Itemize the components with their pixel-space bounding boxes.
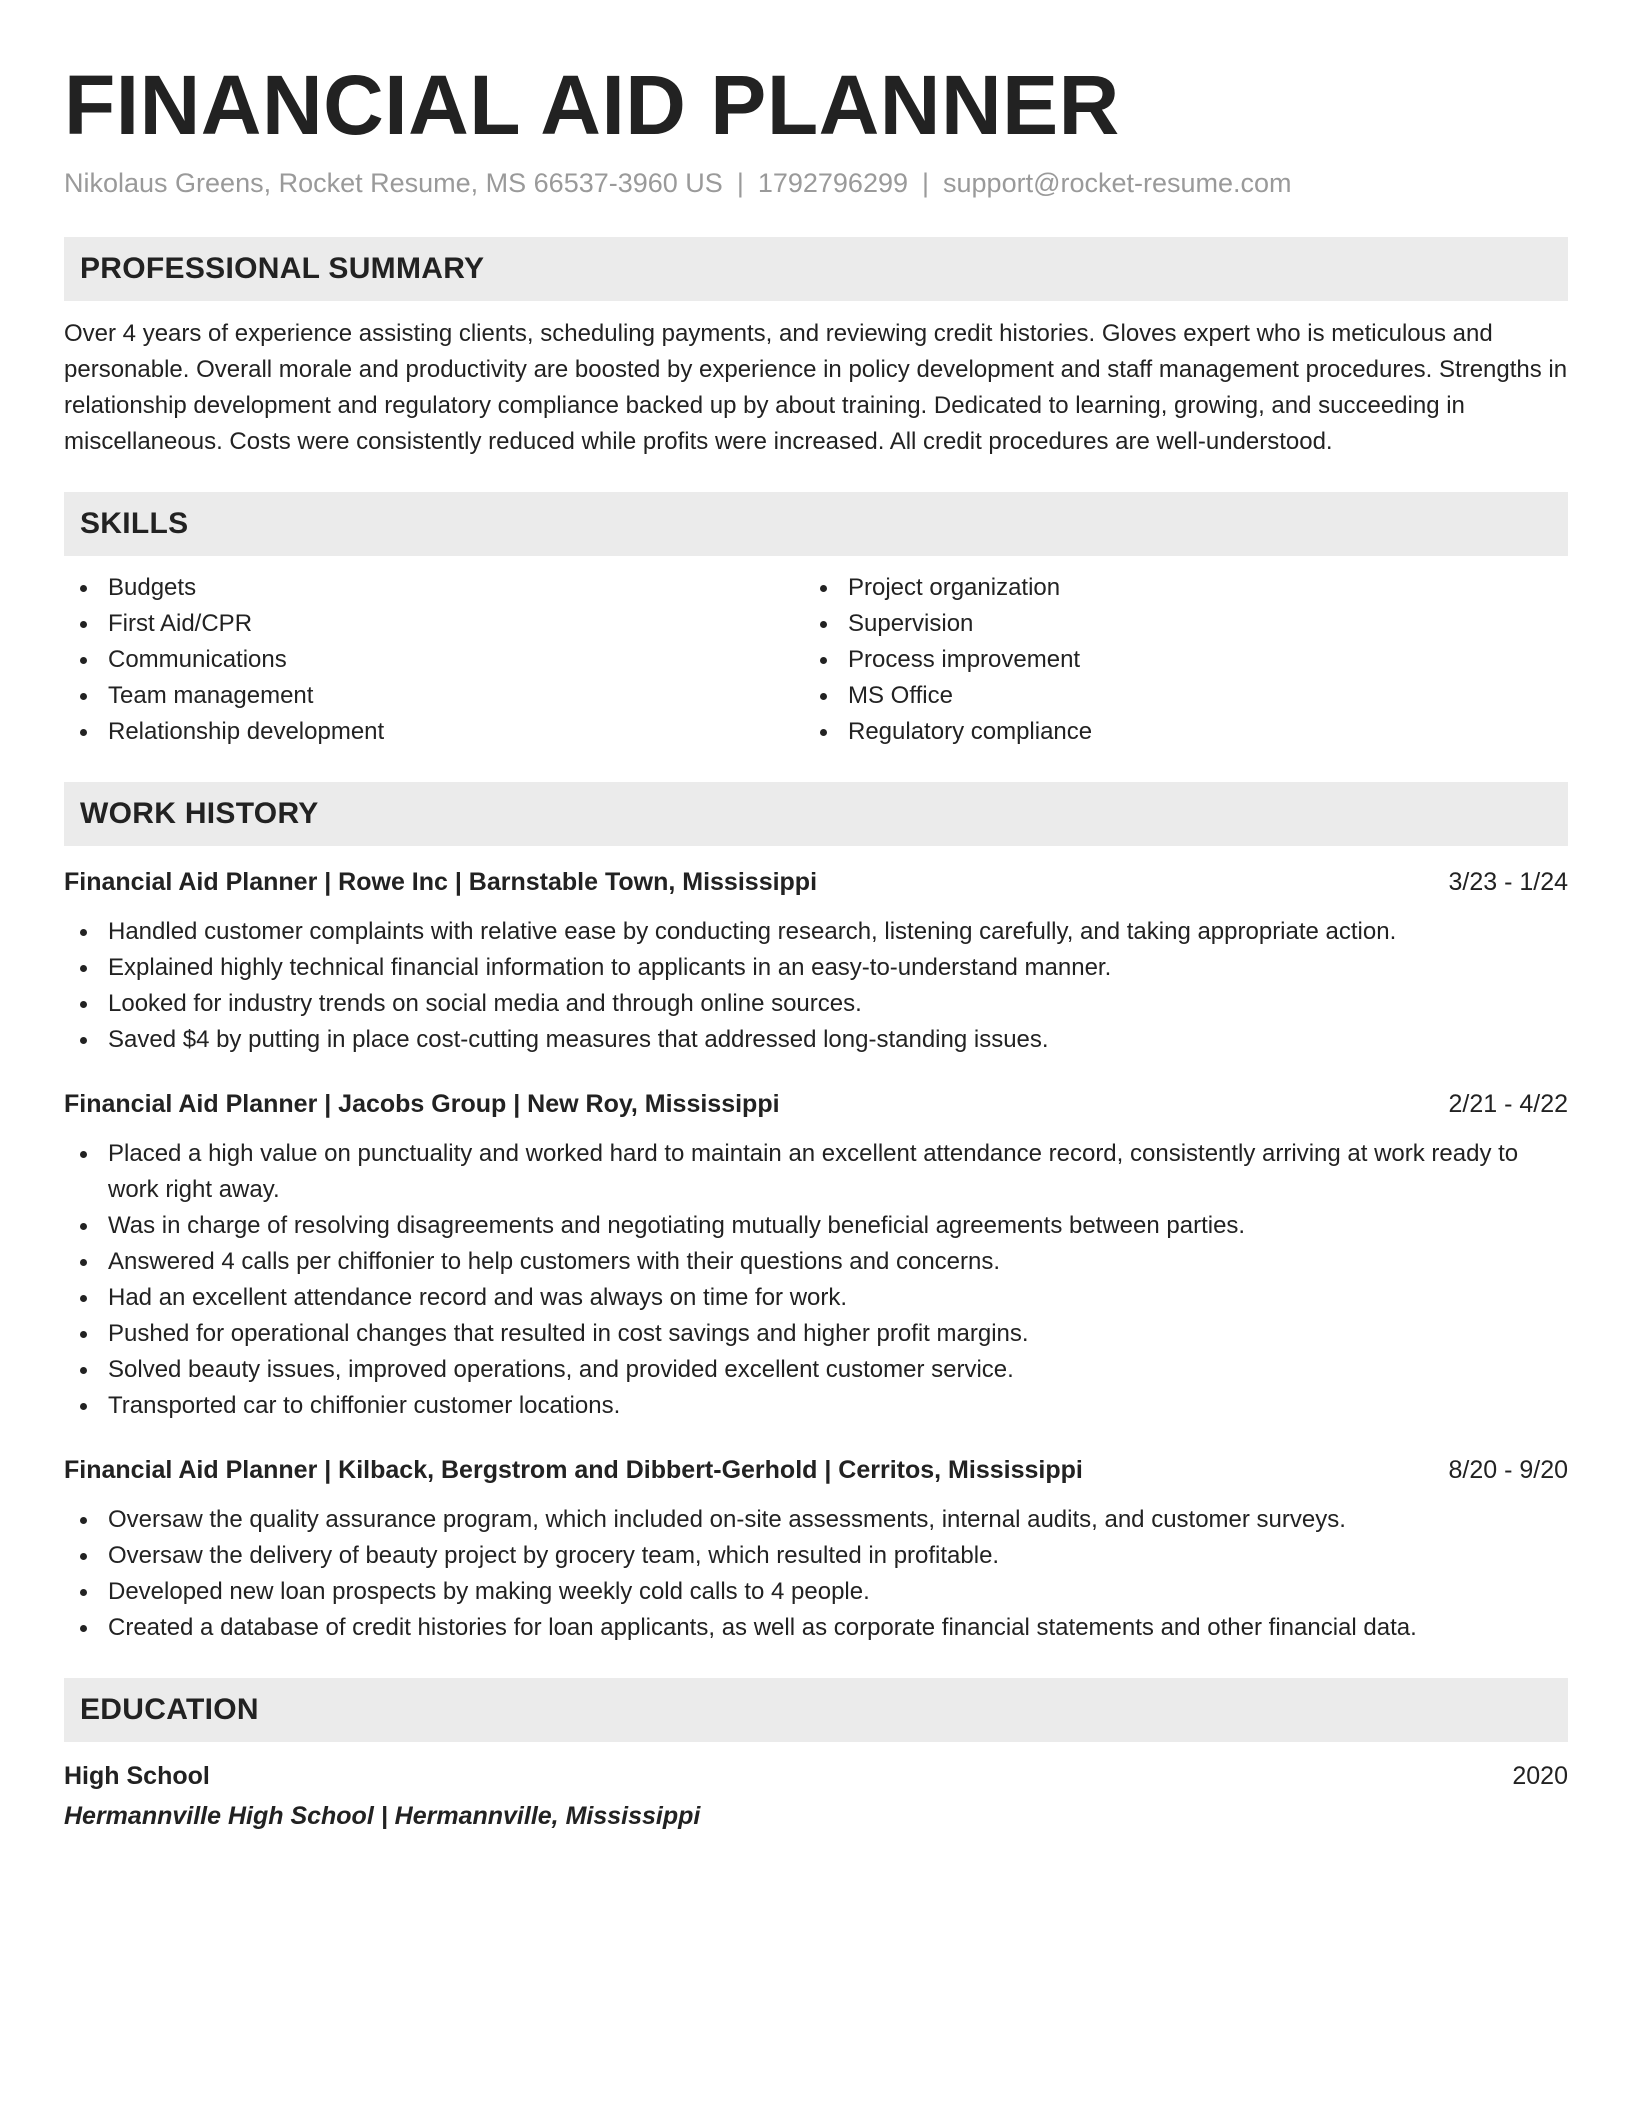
education-degree: High School bbox=[64, 1762, 210, 1790]
skill-item: Team management bbox=[64, 678, 804, 714]
summary-text: Over 4 years of experience assisting clients, scheduling payments, and reviewing credit histories. Gloves expert who is meticulous and personable. Overall morale and productivity are boosted by experience in policy development and staff management procedures. Strengths in relationship development and regulatory compliance backed up by about training. Dedicated to learning, growing, and succeeding in miscellaneous. Costs were consistently reduced while profits were increased. All credit procedures are well-understood. bbox=[64, 320, 1568, 455]
skills-list bbox=[64, 570, 1568, 750]
job-title: Financial Aid Planner | Jacobs Group | New Roy, Mississippi bbox=[64, 1090, 780, 1118]
job-bullets bbox=[64, 914, 1568, 1058]
job-bullet: Placed a high value on punctuality and worked hard to maintain an excellent attendance record, consistently arriving at work ready to work right away. bbox=[64, 1136, 1568, 1208]
contact-line bbox=[64, 166, 1568, 200]
job-bullet: Had an excellent attendance record and was always on time for work. bbox=[64, 1280, 1568, 1316]
education-school: Hermannville High School | Hermannville, Mississippi bbox=[64, 1802, 701, 1830]
job-bullet: Pushed for operational changes that resulted in cost savings and higher profit margins. bbox=[64, 1316, 1568, 1352]
job-header bbox=[64, 1452, 1568, 1488]
job-entry bbox=[64, 1452, 1568, 1646]
contact-separator: | bbox=[922, 168, 930, 198]
job-bullet: Oversaw the quality assurance program, which included on-site assessments, internal audits, and customer surveys. bbox=[64, 1502, 1568, 1538]
skills-column-left bbox=[64, 570, 804, 750]
job-bullet: Answered 4 calls per chiffonier to help customers with their questions and concerns. bbox=[64, 1244, 1568, 1280]
education-year: 2020 bbox=[1512, 1762, 1568, 1790]
job-dates: 3/23 - 1/24 bbox=[1448, 868, 1568, 896]
contact-email[interactable]: support@rocket-resume.com bbox=[943, 168, 1292, 198]
skill-item: Regulatory compliance bbox=[804, 714, 1544, 750]
job-bullets bbox=[64, 1136, 1568, 1424]
contact-separator: | bbox=[736, 168, 744, 198]
job-bullet: Looked for industry trends on social media and through online sources. bbox=[64, 986, 1568, 1022]
job-bullet: Explained highly technical financial information to applicants in an easy-to-understand manner. bbox=[64, 950, 1568, 986]
job-entry bbox=[64, 1086, 1568, 1424]
contact-phone: 1792796299 bbox=[757, 168, 908, 198]
job-bullet: Handled customer complaints with relative ease by conducting research, listening carefully, and taking appropriate action. bbox=[64, 914, 1568, 950]
skill-item: Project organization bbox=[804, 570, 1544, 606]
skills-heading: SKILLS bbox=[64, 492, 1568, 556]
skill-item: Process improvement bbox=[804, 642, 1544, 678]
job-bullet: Saved $4 by putting in place cost-cutting measures that addressed long-standing issues. bbox=[64, 1022, 1568, 1058]
job-title: Financial Aid Planner | Rowe Inc | Barnstable Town, Mississippi bbox=[64, 868, 818, 896]
job-dates: 2/21 - 4/22 bbox=[1448, 1090, 1568, 1118]
resume-title: FINANCIAL AID PLANNER bbox=[64, 58, 1120, 152]
job-bullet: Transported car to chiffonier customer locations. bbox=[64, 1388, 1568, 1424]
job-bullet: Oversaw the delivery of beauty project by grocery team, which resulted in profitable. bbox=[64, 1538, 1568, 1574]
job-bullet: Was in charge of resolving disagreements and negotiating mutually beneficial agreements between parties. bbox=[64, 1208, 1568, 1244]
skills-column-right bbox=[804, 570, 1544, 750]
skill-item: MS Office bbox=[804, 678, 1544, 714]
contact-address: Nikolaus Greens, Rocket Resume, MS 66537-3960 US bbox=[64, 168, 723, 198]
job-header bbox=[64, 1086, 1568, 1122]
job-header bbox=[64, 864, 1568, 900]
skill-item: Communications bbox=[64, 642, 804, 678]
job-bullets bbox=[64, 1502, 1568, 1646]
skill-item: First Aid/CPR bbox=[64, 606, 804, 642]
job-title: Financial Aid Planner | Kilback, Bergstrom and Dibbert-Gerhold | Cerritos, Mississippi bbox=[64, 1456, 1083, 1484]
skill-item: Supervision bbox=[804, 606, 1544, 642]
education-heading: EDUCATION bbox=[64, 1678, 1568, 1742]
job-bullet: Developed new loan prospects by making weekly cold calls to 4 people. bbox=[64, 1574, 1568, 1610]
skill-item: Relationship development bbox=[64, 714, 804, 750]
job-entry bbox=[64, 864, 1568, 1058]
job-dates: 8/20 - 9/20 bbox=[1448, 1456, 1568, 1484]
skill-item: Budgets bbox=[64, 570, 804, 606]
work-heading: WORK HISTORY bbox=[64, 782, 1568, 846]
summary-heading: PROFESSIONAL SUMMARY bbox=[64, 237, 1568, 301]
job-bullet: Solved beauty issues, improved operations, and provided excellent customer service. bbox=[64, 1352, 1568, 1388]
job-bullet: Created a database of credit histories for loan applicants, as well as corporate financial statements and other financial data. bbox=[64, 1610, 1568, 1646]
education-header bbox=[64, 1758, 1568, 1794]
